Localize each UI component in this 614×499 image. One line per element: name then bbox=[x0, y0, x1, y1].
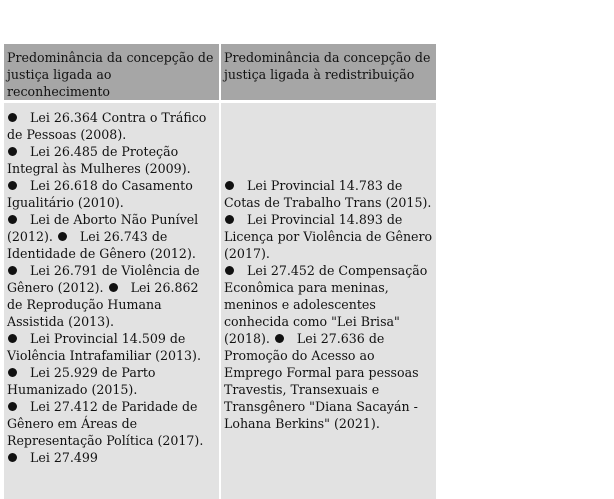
list-item: Lei Provincial 14.509 de Violência Intrafamiliar (2013). bbox=[7, 331, 201, 363]
list-item: Lei Provincial 14.893 de Licença por Violência de Gênero (2017). bbox=[224, 212, 432, 261]
list-item: Lei 25.929 de Parto Humanizado (2015). bbox=[7, 365, 156, 397]
bullet-icon bbox=[225, 181, 234, 190]
content-row bbox=[4, 102, 437, 499]
header-redistribution: Predominância da concepção de justiça ligada à redistribuição bbox=[220, 44, 437, 102]
header-row bbox=[4, 44, 437, 102]
bullet-icon bbox=[58, 232, 67, 241]
list-item: Lei 27.636 de Promoção do Acesso ao Emprego Formal para pessoas Travestis, Transexuais e Transgênero "Diana Sacayán - Lohana Berkins" (2021). bbox=[224, 331, 419, 431]
list-item: Lei de Aborto Não Punível (2012). bbox=[7, 212, 198, 244]
bullet-icon bbox=[8, 453, 17, 462]
laws-table bbox=[4, 44, 438, 499]
bullet-icon bbox=[8, 266, 17, 275]
list-item: Lei 26.791 de Violência de Gênero (2012). bbox=[7, 263, 200, 295]
list-item: Lei 26.364 Contra o Tráfico de Pessoas (2008). bbox=[7, 110, 206, 142]
bullet-icon bbox=[225, 215, 234, 224]
laws-table-container bbox=[4, 44, 438, 499]
bullet-icon bbox=[8, 215, 17, 224]
list-item: Lei Provincial 14.783 de Cotas de Trabalho Trans (2015). bbox=[224, 178, 431, 210]
bullet-icon bbox=[8, 113, 17, 122]
bullet-icon bbox=[275, 334, 284, 343]
bullet-icon bbox=[8, 368, 17, 377]
list-item: Lei 26.618 do Casamento Igualitário (2010). bbox=[7, 178, 193, 210]
bullet-icon bbox=[8, 147, 17, 156]
cell-recognition-laws bbox=[4, 102, 220, 499]
bullet-icon bbox=[8, 334, 17, 343]
list-item: Lei 27.452 de Compensação Econômica para meninas, meninos e adolescentes conhecida como "Lei Brisa" (2018). bbox=[224, 263, 427, 346]
list-item: Lei 26.862 de Reprodução Humana Assistida (2013). bbox=[7, 280, 199, 329]
bullet-icon bbox=[8, 402, 17, 411]
bullet-icon bbox=[109, 283, 118, 292]
bullet-icon bbox=[225, 266, 234, 275]
list-item: Lei 26.485 de Proteção Integral às Mulheres (2009). bbox=[7, 144, 191, 176]
list-item: Lei 27.499 bbox=[7, 450, 98, 465]
list-item: Lei 27.412 de Paridade de Gênero em Áreas de Representação Política (2017). bbox=[7, 399, 203, 448]
list-item: Lei 26.743 de Identidade de Gênero (2012). bbox=[7, 229, 196, 261]
bullet-icon bbox=[8, 181, 17, 190]
header-recognition: Predominância da concepção de justiça ligada ao reconhecimento bbox=[4, 44, 220, 102]
cell-redistribution-laws bbox=[220, 102, 437, 499]
